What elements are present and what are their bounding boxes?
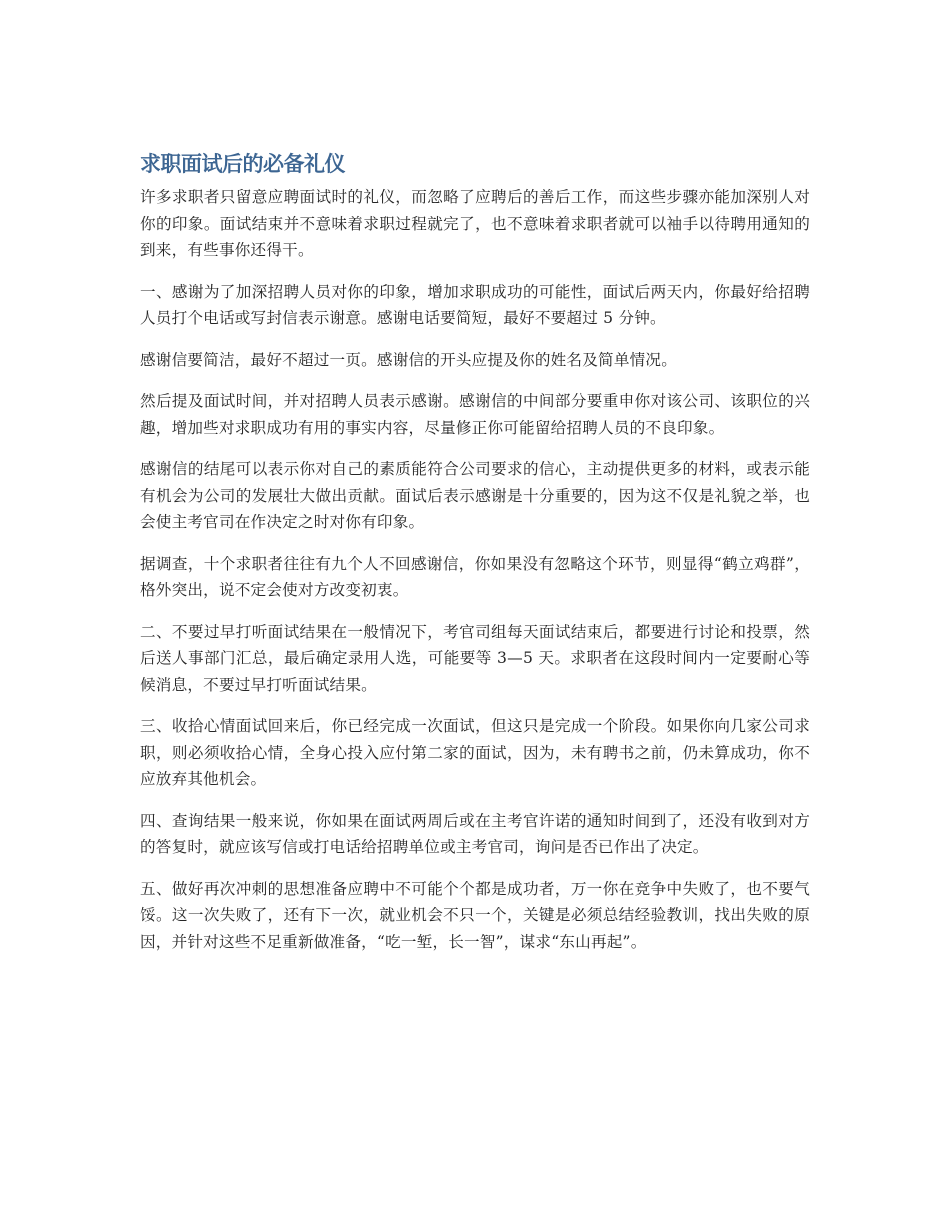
document-title: 求职面试后的必备礼仪	[140, 152, 345, 176]
document-page	[140, 148, 810, 970]
paragraph-mindset: 三、收拾心情面试回来后，你已经完成一次面试，但这只是完成一个阶段。如果你向几家公司求职，则必须收拾心情，全身心投入应付第二家的面试，因为，未有聘书之前，仍未算成功，你不应放弃其他机会。	[140, 717, 810, 788]
paragraph-letter-middle: 然后提及面试时间，并对招聘人员表示感谢。感谢信的中间部分要重申你对该公司、该职位的兴趣，增加些对求职成功有用的事实内容，尽量修正你可能留给招聘人员的不良印象。	[140, 392, 810, 437]
paragraph-letter-brief: 感谢信要简洁，最好不超过一页。感谢信的开头应提及你的姓名及简单情况。	[140, 350, 677, 369]
paragraph-intro: 许多求职者只留意应聘面试时的礼仪，而忽略了应聘后的善后工作，而这些步骤亦能加深别人对你的印象。面试结束并不意味着求职过程就完了，也不意味着求职者就可以袖手以待聘用通知的到来，有些事你还得干。	[140, 188, 810, 259]
paragraph-inquire: 四、查询结果一般来说，你如果在面试两周后或在主考官许诺的通知时间到了，还没有收到对方的答复时，就应该写信或打电话给招聘单位或主考官司，询问是否已作出了决定。	[140, 811, 810, 856]
paragraph-prepare-again: 五、做好再次冲刺的思想准备应聘中不可能个个都是成功者，万一你在竞争中失败了，也不要气馁。这一次失败了，还有下一次，就业机会不只一个，关键是必须总结经验教训，找出失败的原因，并针对这些不足重新做准备，“吃一堑，长一智”，谋求“东山再起”。	[140, 879, 810, 951]
paragraph-thanks: 一、感谢为了加深招聘人员对你的印象，增加求职成功的可能性，面试后两天内，你最好给招聘人员打个电话或写封信表示谢意。感谢电话要简短，最好不要超过 5 分钟。	[140, 282, 810, 327]
paragraph-wait-results: 二、不要过早打听面试结果在一般情况下，考官司组每天面试结束后，都要进行讨论和投票，然后送人事部门汇总，最后确定录用人选，可能要等 3—5 天。求职者在这段时间内一定要耐心等候消息，不要过早打听面试结果。	[140, 622, 810, 694]
paragraph-letter-ending: 感谢信的结尾可以表示你对自己的素质能符合公司要求的信心，主动提供更多的材料，或表示能有机会为公司的发展壮大做出贡献。面试后表示感谢是十分重要的，因为这不仅是礼貌之举，也会使主考官司在作决定之时对你有印象。	[140, 460, 810, 531]
paragraph-survey: 据调查，十个求职者往往有九个人不回感谢信，你如果没有忽略这个环节，则显得“鹤立鸡群”，格外突出，说不定会使对方改变初衷。	[140, 554, 810, 599]
